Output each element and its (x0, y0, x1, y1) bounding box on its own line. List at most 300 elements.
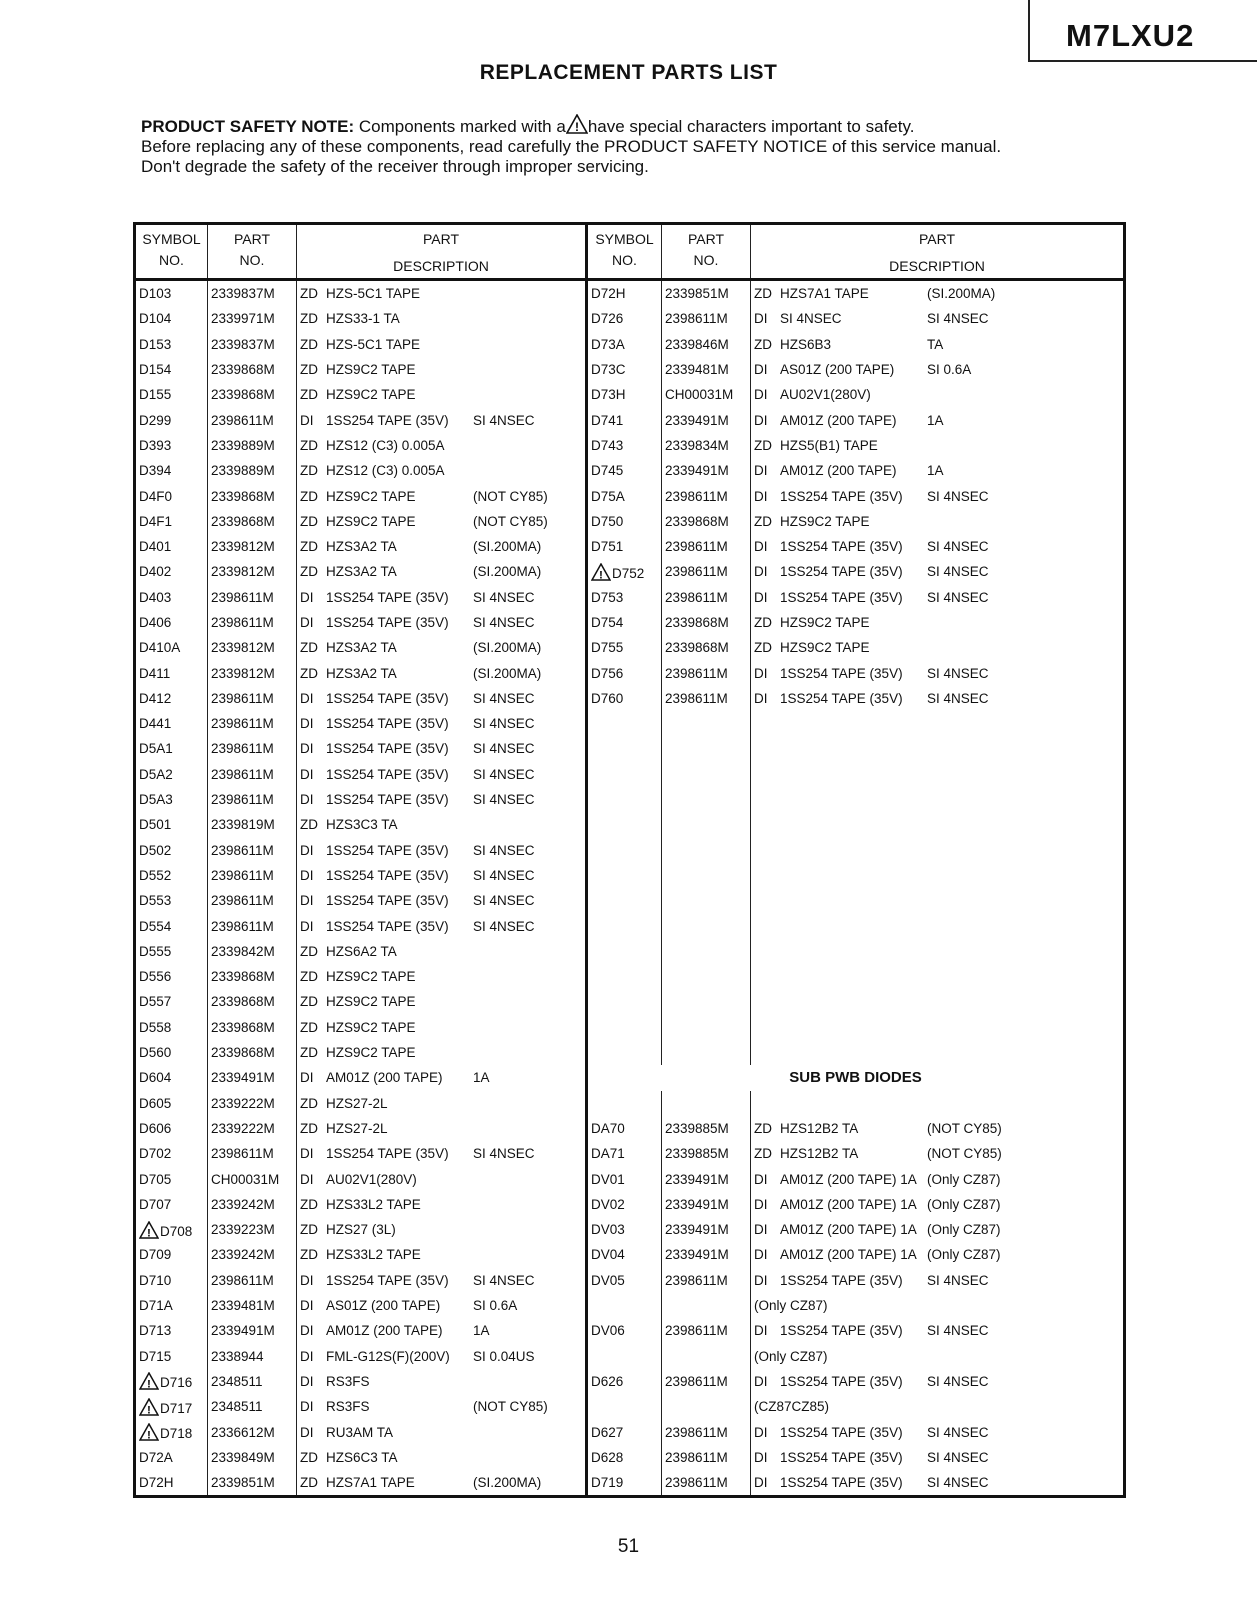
type-code: ZD (754, 286, 772, 302)
type-code: DI (754, 1247, 768, 1263)
symbol-cell (587, 660, 662, 685)
safety-note (141, 114, 1241, 177)
description-cell (297, 989, 587, 1014)
symbol-cell (587, 939, 662, 964)
symbol-text: D713 (139, 1323, 172, 1339)
table-row (135, 1116, 1125, 1141)
description-text: 1SS254 TAPE (35V) (326, 867, 449, 883)
spec-note: (SI.200MA) (473, 665, 542, 681)
warning-triangle-icon (591, 563, 611, 581)
spec-note: SI 4NSEC (927, 488, 989, 504)
description-cell (751, 736, 1125, 761)
header-symbol-right: SYMBOL NO. (587, 224, 662, 280)
part-number-cell: 2339491M (208, 1065, 297, 1090)
symbol-cell (587, 989, 662, 1014)
part-number-cell: 2339491M (662, 1166, 751, 1191)
table-row (135, 1394, 1125, 1419)
description-text: 1SS254 TAPE (35V) (780, 1272, 903, 1288)
table-row (135, 1040, 1125, 1065)
type-code: ZD (300, 969, 318, 985)
part-number-cell: 2348511 (208, 1394, 297, 1419)
type-code: ZD (300, 1475, 318, 1491)
description-text: HZS12B2 TA (780, 1120, 859, 1136)
symbol-cell (135, 762, 208, 787)
description-cell (297, 1065, 587, 1090)
symbol-cell (135, 357, 208, 382)
header-part-no: PART NO. (208, 224, 297, 280)
symbol-cell (135, 1343, 208, 1368)
description-cell (297, 382, 587, 407)
table-row (135, 1369, 1125, 1394)
table-row (135, 357, 1125, 382)
spec-note: SI 4NSEC (473, 615, 535, 630)
description-text: HZS9C2 TAPE (326, 387, 416, 403)
type-code: DI (300, 1171, 314, 1187)
type-code: DI (754, 1222, 768, 1238)
part-number-cell: 2339868M (208, 382, 297, 407)
type-code: DI (300, 1323, 314, 1339)
part-number-cell: 2338944 (208, 1343, 297, 1368)
part-number-cell: 2398611M (208, 838, 297, 863)
description-text: 1SS254 TAPE (35V) (780, 589, 903, 605)
description-text: HZS3C3 TA (326, 817, 398, 833)
type-code: DI (300, 893, 314, 909)
part-number-cell: 2398611M (662, 306, 751, 331)
description-cell (751, 306, 1125, 331)
spec-note: SI 4NSEC (927, 311, 989, 327)
symbol-text: D709 (139, 1247, 172, 1263)
type-code: DI (754, 1272, 768, 1288)
symbol-cell (587, 762, 662, 787)
type-code: DI (754, 690, 768, 706)
description-text: HZS33-1 TA (326, 311, 400, 327)
description-text: 1SS254 TAPE (35V) (326, 842, 449, 858)
spec-note: (SI.200MA) (927, 286, 996, 302)
description-cell (297, 1369, 587, 1394)
symbol-cell (587, 711, 662, 736)
symbol-cell (135, 838, 208, 863)
description-text: AM01Z (200 TAPE) (780, 463, 897, 479)
spec-note: 1A (927, 463, 944, 479)
description-text: SI 4NSEC (780, 311, 842, 327)
description-cell (297, 1293, 587, 1318)
description-cell (751, 1343, 1125, 1368)
symbol-text: D705 (139, 1171, 172, 1187)
safety-note-text-b: have special characters important to safety. (587, 117, 915, 136)
symbol-text: D604 (139, 1070, 172, 1086)
description-cell (297, 1166, 587, 1191)
symbol-text: D717 (160, 1400, 193, 1416)
table-row (135, 1192, 1125, 1217)
type-code: DI (754, 1424, 768, 1440)
symbol-cell (135, 787, 208, 812)
part-number-cell: 2339491M (662, 458, 751, 483)
symbol-cell (587, 1394, 662, 1419)
symbol-text: D716 (160, 1375, 193, 1391)
description-cell (751, 610, 1125, 635)
table-row (135, 483, 1125, 508)
table-row (135, 989, 1125, 1014)
symbol-cell (135, 888, 208, 913)
description-cell (297, 1116, 587, 1141)
symbol-cell (135, 711, 208, 736)
symbol-text: D760 (591, 690, 624, 706)
description-cell (751, 1419, 1125, 1444)
type-code: DI (754, 665, 768, 681)
symbol-text: DA71 (591, 1146, 625, 1162)
symbol-text: D394 (139, 463, 172, 479)
part-number-cell: 2398611M (208, 787, 297, 812)
symbol-text: D72H (139, 1475, 174, 1491)
spec-note: (SI.200MA) (473, 564, 542, 580)
part-number-cell: 2339491M (662, 407, 751, 432)
symbol-cell (587, 357, 662, 382)
description-cell (751, 534, 1125, 559)
description-text: HZS6C3 TA (326, 1449, 398, 1465)
symbol-text: D555 (139, 943, 172, 959)
type-code: DI (754, 463, 768, 479)
spec-note: TA (927, 336, 944, 352)
symbol-cell (587, 888, 662, 913)
symbol-cell (587, 1293, 662, 1318)
description-cell (751, 635, 1125, 660)
symbol-cell (135, 280, 208, 307)
description-cell (297, 736, 587, 761)
safety-note-line3: Don't degrade the safety of the receiver through improper servicing. (141, 157, 649, 176)
type-code: DI (754, 412, 768, 428)
type-code: DI (300, 867, 314, 883)
symbol-text: D5A2 (139, 766, 173, 782)
type-code: ZD (300, 286, 318, 302)
description-text: HZS9C2 TAPE (326, 362, 416, 378)
spec-note: SI 4NSEC (927, 1373, 989, 1389)
part-number-cell: 2398611M (662, 1470, 751, 1497)
symbol-text: D552 (139, 867, 172, 883)
type-code: DI (754, 1449, 768, 1465)
part-number-cell: 2339868M (208, 964, 297, 989)
spec-note: (SI.200MA) (473, 1475, 542, 1491)
svg-text:!: ! (147, 1429, 151, 1441)
symbol-cell (135, 1318, 208, 1343)
description-text: HZS3A2 TA (326, 564, 397, 580)
symbol-text: D605 (139, 1095, 172, 1111)
spec-note: (NOT CY85) (473, 1399, 548, 1415)
part-number-cell (662, 711, 751, 736)
description-text: AU02V1(280V) (326, 1171, 417, 1187)
part-number-cell (662, 989, 751, 1014)
symbol-cell (135, 635, 208, 660)
svg-text:!: ! (147, 1404, 151, 1416)
part-number-cell: CH00031M (208, 1166, 297, 1191)
type-code: ZD (300, 943, 318, 959)
description-cell (751, 1318, 1125, 1343)
symbol-cell (587, 280, 662, 307)
spec-note: SI 4NSEC (473, 918, 535, 934)
part-number-cell (662, 787, 751, 812)
type-code: ZD (300, 1222, 318, 1238)
part-number-cell: 2339819M (208, 812, 297, 837)
description-text: HZS9C2 TAPE (780, 513, 870, 529)
description-text: HZS-5C1 TAPE (326, 286, 421, 302)
symbol-text: D554 (139, 918, 172, 934)
variant-note: (CZ87CZ85) (754, 1399, 830, 1415)
spec-note: SI 4NSEC (473, 589, 535, 605)
table-row (135, 1141, 1125, 1166)
description-text: HZS5(B1) TAPE (780, 437, 878, 453)
symbol-text: D501 (139, 817, 172, 833)
type-code: DI (300, 1373, 314, 1389)
symbol-cell (135, 1293, 208, 1318)
symbol-cell (135, 686, 208, 711)
description-text: HZS33L2 TAPE (326, 1247, 421, 1263)
part-number-cell: 2339812M (208, 660, 297, 685)
type-code: ZD (300, 437, 318, 453)
type-code: ZD (754, 640, 772, 656)
type-code: DI (754, 1373, 768, 1389)
symbol-text: D401 (139, 539, 172, 555)
part-number-cell: 2398611M (208, 585, 297, 610)
part-number-cell: 2339885M (662, 1141, 751, 1166)
part-number-cell: 2398611M (208, 762, 297, 787)
description-text: AU02V1(280V) (780, 387, 871, 403)
description-text: HZS3A2 TA (326, 539, 397, 555)
type-code: ZD (300, 1196, 318, 1212)
table-row (135, 660, 1125, 685)
description-text: 1SS254 TAPE (35V) (780, 665, 903, 681)
variant-note: (Only CZ87) (754, 1298, 828, 1314)
description-text: HZS9C2 TAPE (326, 1045, 416, 1061)
part-number-cell (662, 1015, 751, 1040)
part-number-cell (662, 913, 751, 938)
part-number-cell: 2339222M (208, 1116, 297, 1141)
type-code: ZD (300, 1019, 318, 1035)
spec-note: (NOT CY85) (927, 1146, 1002, 1162)
symbol-cell (587, 1015, 662, 1040)
table-row (135, 433, 1125, 458)
table-row (135, 559, 1125, 584)
part-number-cell (662, 1343, 751, 1368)
description-cell (297, 433, 587, 458)
description-cell (297, 509, 587, 534)
part-number-cell: 2398611M (662, 1369, 751, 1394)
symbol-cell (587, 382, 662, 407)
description-cell (297, 1192, 587, 1217)
description-text: 1SS254 TAPE (35V) (326, 1272, 449, 1288)
symbol-text: DA70 (591, 1120, 625, 1136)
description-cell (751, 762, 1125, 787)
svg-text:!: ! (574, 120, 579, 134)
symbol-text: D104 (139, 311, 172, 327)
part-number-cell: 2339868M (662, 635, 751, 660)
type-code: DI (754, 539, 768, 555)
part-number-cell: 2339868M (662, 509, 751, 534)
description-text: HZS27-2L (326, 1095, 388, 1111)
type-code: DI (300, 690, 314, 706)
part-number-cell: 2339812M (208, 635, 297, 660)
symbol-cell (587, 812, 662, 837)
symbol-cell (587, 534, 662, 559)
symbol-cell (587, 1166, 662, 1191)
table-row (135, 1470, 1125, 1497)
table-row (135, 863, 1125, 888)
symbol-cell (135, 913, 208, 938)
spec-note: SI 0.6A (927, 362, 972, 378)
table-row (135, 1293, 1125, 1318)
part-number-cell: 2348511 (208, 1369, 297, 1394)
symbol-cell (587, 509, 662, 534)
part-number-cell: 2398611M (208, 1268, 297, 1293)
description-cell (297, 534, 587, 559)
symbol-cell (587, 433, 662, 458)
part-number-cell: 2339842M (208, 939, 297, 964)
symbol-cell (135, 1116, 208, 1141)
part-number-cell: 2339868M (662, 610, 751, 635)
part-number-cell: 2398611M (208, 888, 297, 913)
type-code: DI (754, 564, 768, 580)
table-row (135, 407, 1125, 432)
symbol-cell (135, 989, 208, 1014)
description-text: 1SS254 TAPE (35V) (326, 690, 449, 706)
description-cell (751, 332, 1125, 357)
table-row (135, 306, 1125, 331)
part-number-cell: 2398611M (208, 711, 297, 736)
description-cell (751, 1116, 1125, 1141)
spec-note: (SI.200MA) (473, 539, 542, 555)
symbol-cell (135, 433, 208, 458)
symbol-cell (587, 913, 662, 938)
description-cell (751, 1040, 1125, 1065)
symbol-cell (135, 559, 208, 584)
description-cell (297, 357, 587, 382)
parts-table (133, 222, 1126, 1498)
spec-note: SI 4NSEC (473, 716, 535, 732)
part-number-cell: 2398611M (662, 559, 751, 584)
page-title: REPLACEMENT PARTS LIST (479, 61, 778, 84)
spec-note: 1A (473, 1323, 490, 1339)
part-number-cell: 2336612M (208, 1419, 297, 1444)
type-code: DI (754, 1475, 768, 1491)
part-number-cell: 2339868M (208, 483, 297, 508)
description-cell (297, 407, 587, 432)
symbol-cell (587, 458, 662, 483)
part-number-cell: 2398611M (662, 1268, 751, 1293)
part-number-cell: 2339481M (662, 357, 751, 382)
part-number-cell: 2398611M (662, 1445, 751, 1470)
part-number-cell: 2398611M (662, 483, 751, 508)
symbol-text: D718 (160, 1426, 193, 1441)
description-text: HZS9C2 TAPE (326, 513, 416, 529)
type-code: ZD (300, 387, 318, 403)
symbol-text: D5A1 (139, 741, 173, 757)
symbol-text: D753 (591, 589, 624, 605)
symbol-text: D726 (591, 311, 624, 327)
symbol-text: D553 (139, 893, 172, 909)
spec-note: SI 4NSEC (927, 1449, 989, 1465)
type-code: DI (300, 918, 314, 934)
type-code: ZD (300, 994, 318, 1010)
description-cell (751, 660, 1125, 685)
symbol-cell (135, 812, 208, 837)
type-code: ZD (300, 1247, 318, 1263)
part-number-cell: 2339851M (208, 1470, 297, 1497)
part-number-cell: 2339837M (208, 280, 297, 307)
symbol-text: D752 (612, 565, 645, 581)
part-number-cell: 2339889M (208, 433, 297, 458)
symbol-text: D560 (139, 1045, 172, 1061)
description-text: 1SS254 TAPE (35V) (780, 1373, 903, 1389)
part-number-cell: 2339868M (208, 989, 297, 1014)
description-cell (751, 939, 1125, 964)
spec-note: 1A (927, 412, 944, 428)
description-cell (751, 1394, 1125, 1419)
description-cell (297, 635, 587, 660)
description-cell (751, 1445, 1125, 1470)
description-text: HZS7A1 TAPE (780, 286, 869, 302)
spec-note: (NOT CY85) (473, 488, 548, 504)
symbol-text: D73H (591, 387, 626, 403)
part-number-cell: CH00031M (662, 382, 751, 407)
symbol-cell (135, 863, 208, 888)
symbol-text: D751 (591, 539, 624, 555)
symbol-text: D708 (160, 1223, 193, 1239)
description-cell (751, 559, 1125, 584)
description-cell (297, 888, 587, 913)
type-code: ZD (300, 665, 318, 681)
symbol-cell (587, 686, 662, 711)
description-cell (297, 610, 587, 635)
description-text: HZS9C2 TAPE (326, 1019, 416, 1035)
spec-note: SI 4NSEC (927, 690, 989, 706)
symbol-text: DV03 (591, 1222, 625, 1238)
symbol-text: D558 (139, 1019, 172, 1035)
symbol-cell (587, 787, 662, 812)
spec-note: SI 4NSEC (473, 867, 535, 883)
symbol-cell (135, 1394, 208, 1419)
symbol-text: D75A (591, 488, 625, 504)
description-text: HZS7A1 TAPE (326, 1475, 415, 1491)
symbol-cell (587, 838, 662, 863)
description-cell (297, 1318, 587, 1343)
description-text: AM01Z (200 TAPE) 1A (780, 1171, 917, 1187)
symbol-text: D606 (139, 1120, 172, 1136)
table-row (135, 838, 1125, 863)
page-number: 51 (617, 1536, 640, 1557)
description-cell (751, 812, 1125, 837)
part-number-cell: 2398611M (208, 610, 297, 635)
symbol-text: D502 (139, 842, 172, 858)
symbol-cell (587, 1318, 662, 1343)
description-text: HZS27-2L (326, 1120, 388, 1136)
symbol-cell (587, 610, 662, 635)
symbol-cell (135, 964, 208, 989)
description-text: 1SS254 TAPE (35V) (326, 589, 449, 605)
description-cell (751, 1192, 1125, 1217)
warning-triangle-icon (566, 114, 588, 134)
part-number-cell: 2339812M (208, 534, 297, 559)
table-row (135, 635, 1125, 660)
symbol-cell (587, 1419, 662, 1444)
description-text: HZS12B2 TA (780, 1146, 859, 1162)
symbol-cell (587, 585, 662, 610)
type-code: ZD (300, 1095, 318, 1111)
symbol-cell (587, 1445, 662, 1470)
type-code: DI (300, 1424, 314, 1440)
symbol-cell (135, 660, 208, 685)
table-row (135, 382, 1125, 407)
part-number-cell: 2339851M (662, 280, 751, 307)
description-text: HZS-5C1 TAPE (326, 336, 421, 352)
safety-note-label: PRODUCT SAFETY NOTE: (141, 117, 355, 136)
